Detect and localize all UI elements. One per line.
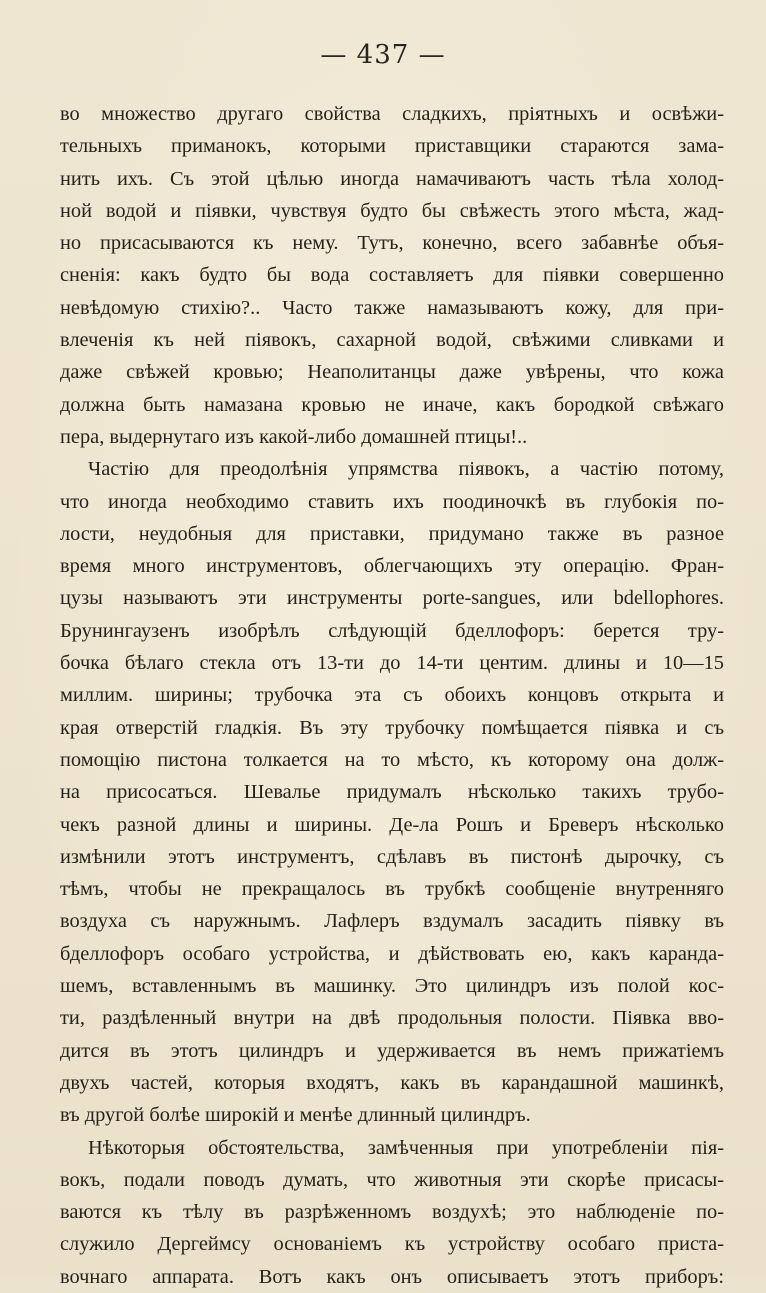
text-line: Частiю для преодолѣнiя упрямства пiявокъ, а частiю потому, [88,458,724,481]
text-line: края отверстiй гладкiя. Въ эту трубочку помѣщается пiявка и съ [60,716,724,739]
text-line: Брунингаузенъ изобрѣлъ слѣдующiй бделлофоръ: берется тру- [60,619,724,642]
text-line: лости, неудобныя для приставки, придумано также въ разное [60,522,724,545]
text-line: время много инструментовъ, облегчающихъ эту операцiю. Фран- [60,555,724,578]
text-line: пера, выдернутаго изъ какой-либо домашней птицы!.. [60,425,528,448]
text-line: тельныхъ приманокъ, которыми приставщики стараются зама- [60,135,724,158]
text-line: бделлофоръ особаго устройства, и дѣйствовать ею, какъ каранда- [60,942,724,965]
text-line: тѣмъ, чтобы не прекращалось въ трубкѣ сообщенiе внутренняго [60,878,724,901]
text-line: служило Дергеймсу основанiемъ къ устройству особаго приста- [60,1233,724,1256]
text-line: на присосаться. Шевалье придумалъ нѣсколько такихъ трубо- [60,781,724,804]
paragraph [60,453,724,1131]
text-line: во множество другаго свойства сладкихъ, прiятныхъ и освѣжи- [60,103,724,125]
text-line: вочнаго аппарата. Вотъ какъ онъ описываетъ этотъ приборъ: [60,1265,724,1288]
text-line: чекъ разной длины и ширины. Де-ла Рошъ и Бреверъ нѣсколько [60,813,724,836]
paragraph [60,1132,724,1293]
text-line: вокъ, подали поводъ думать, что животныя эти скорѣе присасы- [60,1168,724,1191]
body-text [60,98,724,1293]
text-line: въ другой болѣе широкiй и менѣе длинный цилиндръ. [60,1104,531,1127]
text-line: бочка бѣлаго стекла отъ 13-ти до 14-ти центим. длины и 10—15 [60,652,724,675]
text-line: но присасываются къ нему. Тутъ, конечно, всего забавнѣе объя- [60,232,724,255]
page-number: — 437 — [320,40,446,70]
text-line: шемъ, вставленнымъ въ машинку. Это цилиндръ изъ полой кос- [60,975,724,998]
text-line: невѣдомую стихiю?.. Часто также намазываютъ кожу, для при- [60,296,724,319]
text-line: нить ихъ. Съ этой цѣлью иногда намачиваютъ часть тѣла холод- [60,167,724,190]
text-line: двухъ частей, которыя входятъ, какъ въ карандашной машинкѣ, [60,1071,724,1094]
text-line: помощiю пистона толкается на то мѣсто, къ которому она долж- [60,748,724,771]
text-line: что иногда необходимо ставить ихъ поодиночкѣ въ глубокiя по- [60,490,724,513]
text-line: измѣнили этотъ инструментъ, сдѣлавъ въ пистонѣ дырочку, съ [60,845,724,868]
text-line: Нѣкоторыя обстоятельства, замѣченныя при употребленiи пiя- [88,1136,724,1159]
text-line: ной водой и пiявки, чувствуя будто бы свѣжесть этого мѣста, жад- [60,199,724,222]
text-line: цузы называютъ эти инструменты porte-sangues, или bdellophores. [60,587,724,610]
text-line: миллим. ширины; трубочка эта съ обоихъ концовъ открыта и [60,684,724,707]
text-line: влеченiя къ ней пiявокъ, сахарной водой, свѣжими сливками и [60,329,724,352]
text-line: даже свѣжей кровью; Неаполитанцы даже увѣрены, что кожа [60,361,724,384]
text-line: ти, раздѣленный внутри на двѣ продольныя полости. Пiявка вво- [60,1007,724,1030]
text-line: дится въ этотъ цилиндръ и удерживается въ немъ прижатiемъ [60,1039,724,1062]
text-line: должна быть намазана кровью не иначе, какъ бородкой свѣжаго [60,393,724,416]
text-line: ваются къ тѣлу въ разрѣженномъ воздухѣ; это наблюденiе по- [60,1201,724,1224]
text-line: воздуха съ наружнымъ. Лафлеръ вздумалъ засадить пiявку въ [60,910,724,933]
text-line: сненiя: какъ будто бы вода составляетъ для пiявки совершенно [60,264,724,287]
paragraph [60,98,724,453]
